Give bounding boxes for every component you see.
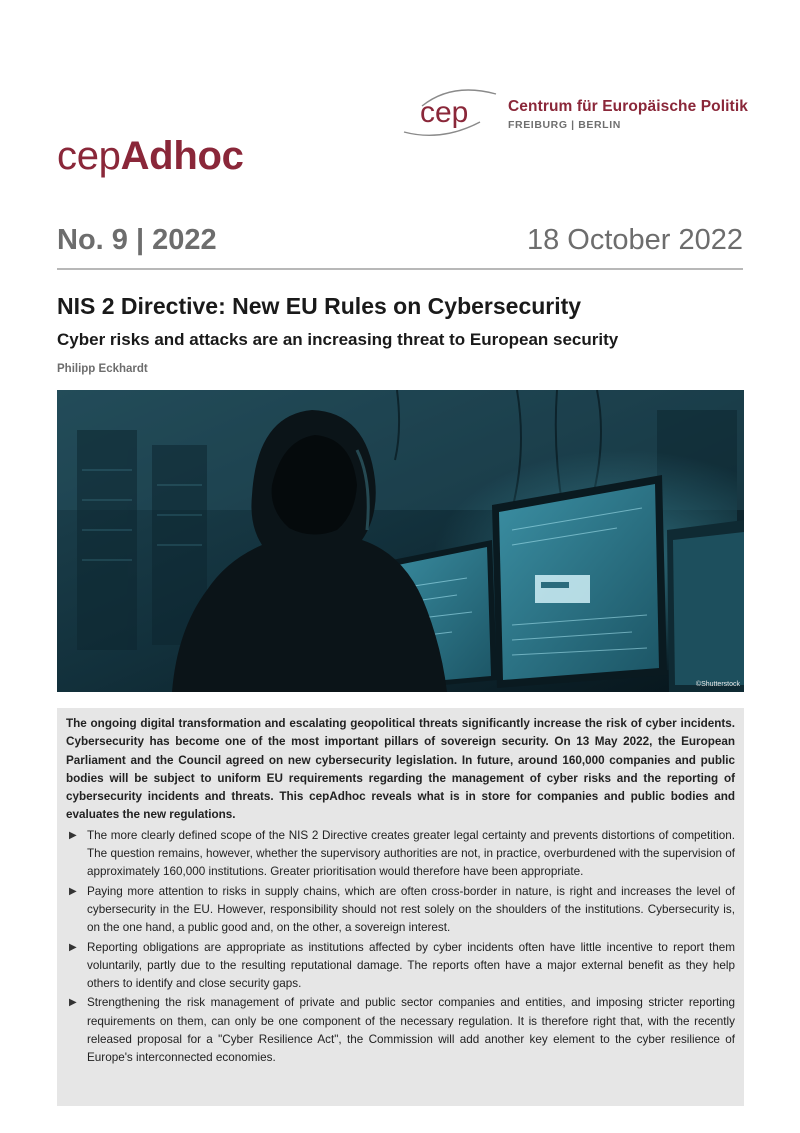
bullet-text: Paying more attention to risks in supply chains, which are often cross-border in nature, is right and increases the level of cybersecurity in the EU. However, responsibility should not rest solely on the shoulders of the institutions. Cybersecurity is, on the one hand, a public good and, on the other, a sovereign interest. <box>87 884 735 935</box>
bullet-text: Reporting obligations are appropriate as institutions affected by cyber incidents often have little incentive to report them voluntarily, partly due to the resulting reputational damage. The reports often have a major external benefit as they help others to identify and close security gaps. <box>87 940 735 991</box>
right-triangle-icon: ▶ <box>69 829 77 841</box>
logo-wordmark: cep <box>420 96 469 129</box>
list-item <box>66 994 735 1067</box>
key-findings-list <box>66 827 735 1068</box>
list-item <box>66 827 735 882</box>
list-item <box>66 883 735 938</box>
series-part2: Adhoc <box>120 134 244 178</box>
issue-date: 18 October 2022 <box>526 224 743 256</box>
monitor-right <box>492 475 667 688</box>
summary-box <box>57 708 744 1106</box>
right-triangle-icon: ▶ <box>69 941 77 953</box>
article-author: Philipp Eckhardt <box>57 363 148 375</box>
org-name: Centrum für Europäische Politik <box>508 98 748 115</box>
cep-logo <box>402 84 502 140</box>
issue-number: No. 9 | 2022 <box>57 224 217 256</box>
right-triangle-icon: ▶ <box>69 885 77 897</box>
article-title: NIS 2 Directive: New EU Rules on Cybersecurity <box>57 293 582 319</box>
series-part1: cep <box>57 134 121 178</box>
header-divider <box>57 268 743 270</box>
bullet-text: The more clearly defined scope of the NIS 2 Directive creates greater legal certainty and prevents distortions of competition. The question remains, however, whether the supervisory authorities are not, in practice, overburdened with the supervision of approximately 160,000 institutions. Greater prioritisation would therefore have been appropriate. <box>87 828 735 879</box>
series-title <box>57 134 244 179</box>
summary-intro: The ongoing digital transformation and escalating geopolitical threats significantly increase the risk of cyber incidents. Cybersecurity has become one of the most important pillars of sovereign security. On 13 May 2022, the European Parliament and the Council agreed on new cybersecurity legislation. In future, around 160,000 companies and public bodies will be subject to uniform EU requirements regarding the management of cyber risks and the reporting of cybersecurity incidents and threats. This cepAdhoc reveals what is in store for companies and public bodies and evaluates the new regulations. <box>66 717 735 822</box>
bullet-text: Strengthening the risk management of private and public sector companies and entities, and imposing stricter reporting requirements on them, can only be one component of the necessary regulation. It is therefore right that, with the recently released proposal for a "Cyber Resilience Act", the Commission will add another key element to the cyber resilience of Europe's interconnected economies. <box>87 996 735 1065</box>
issue-row <box>57 224 743 264</box>
right-triangle-icon: ▶ <box>69 997 77 1009</box>
image-credit: ©Shutterstock <box>695 681 740 688</box>
hero-image <box>57 390 744 692</box>
org-block <box>508 98 748 131</box>
org-cities: FREIBURG | BERLIN <box>508 119 621 131</box>
list-item <box>66 939 735 994</box>
article-subtitle: Cyber risks and attacks are an increasing threat to European security <box>57 330 619 349</box>
